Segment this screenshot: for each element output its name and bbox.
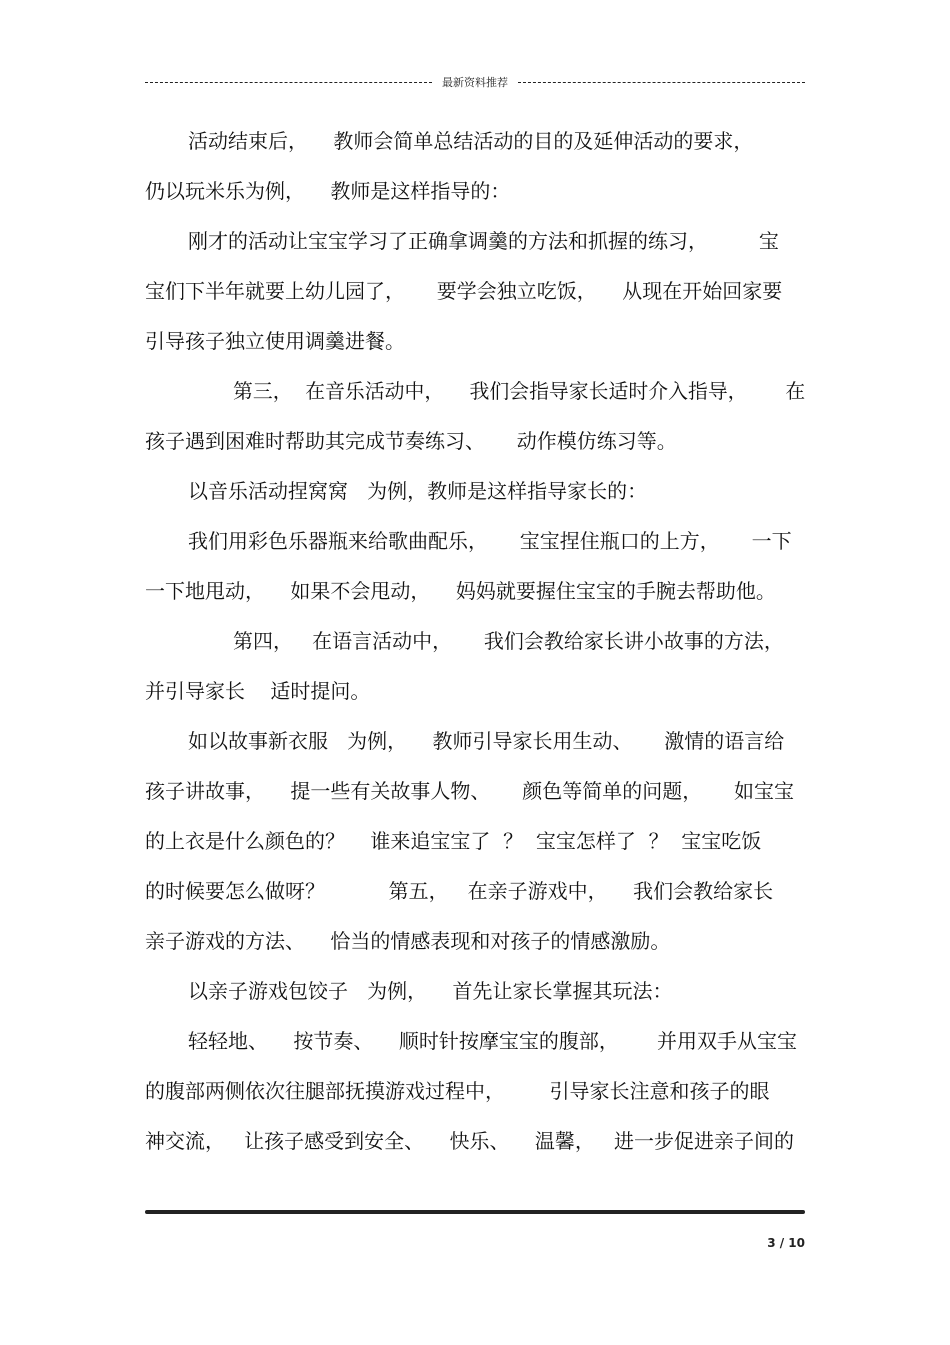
text-line: 的上衣是什么颜色的？ 谁来追宝宝了 ？ 宝宝怎样了 ？ 宝宝吃饭 (145, 829, 762, 853)
header-title: 最新资料推荐 (442, 76, 508, 89)
text-line: 孩子遇到困难时帮助其完成节奏练习、 动作模仿练习等。 (145, 429, 677, 453)
text-line: 第三， 在音乐活动中， 我们会指导家长适时介入指导， 在 (233, 379, 806, 403)
text-line: 一下地甩动， 如果不会甩动， 妈妈就要握住宝宝的手腕去帮助他。 (145, 579, 776, 603)
text-line: 仍以玩米乐为例， 教师是这样指导的： (145, 179, 511, 203)
page-header (145, 72, 805, 92)
text-line: 的腹部两侧依次往腿部抚摸游戏过程中， 引导家长注意和孩子的眼 (145, 1079, 770, 1103)
text-line: 引导孩子独立使用调羹进餐。 (145, 329, 405, 353)
text-line: 活动结束后， 教师会简单总结活动的目的及延伸活动的要求， (188, 129, 754, 153)
text-line: 的时候要怎么做呀？ 第五， 在亲子游戏中， 我们会教给家长 (145, 879, 774, 903)
text-line: 第四， 在语言活动中， 我们会教给家长讲小故事的方法， (233, 629, 784, 653)
text-line: 神交流， 让孩子感受到安全、 快乐、 温馨， 进一步促进亲子间的 (145, 1129, 795, 1153)
header-dash-left (145, 82, 432, 83)
text-line: 我们用彩色乐器瓶来给歌曲配乐， 宝宝捏住瓶口的上方， 一下 (188, 529, 792, 553)
text-line: 宝们下半年就要上幼儿园了， 要学会独立吃饭， 从现在开始回家要 (145, 279, 783, 303)
text-line: 如以故事新衣服 为例， 教师引导家长用生动、 激情的语言给 (188, 729, 785, 753)
text-line: 并引导家长 适时提问。 (145, 679, 371, 703)
text-line: 孩子讲故事， 提一些有关故事人物、 颜色等简单的问题， 如宝宝 (145, 779, 795, 803)
page-number: 3 / 10 (767, 1236, 805, 1250)
text-line: 亲子游戏的方法、 恰当的情感表现和对孩子的情感激励。 (145, 929, 671, 953)
footer-rule (145, 1210, 805, 1214)
text-line: 以亲子游戏包饺子 为例， 首先让家长掌握其玩法： (188, 979, 673, 1003)
text-line: 刚才的活动让宝宝学习了正确拿调羹的方法和抓握的练习， 宝 (188, 229, 779, 253)
header-dash-right (518, 82, 805, 83)
text-line: 以音乐活动捏窝窝 为例，教师是这样指导家长的： (188, 479, 648, 503)
text-line: 轻轻地、 按节奏、 顺时针按摩宝宝的腹部， 并用双手从宝宝 (188, 1029, 798, 1053)
